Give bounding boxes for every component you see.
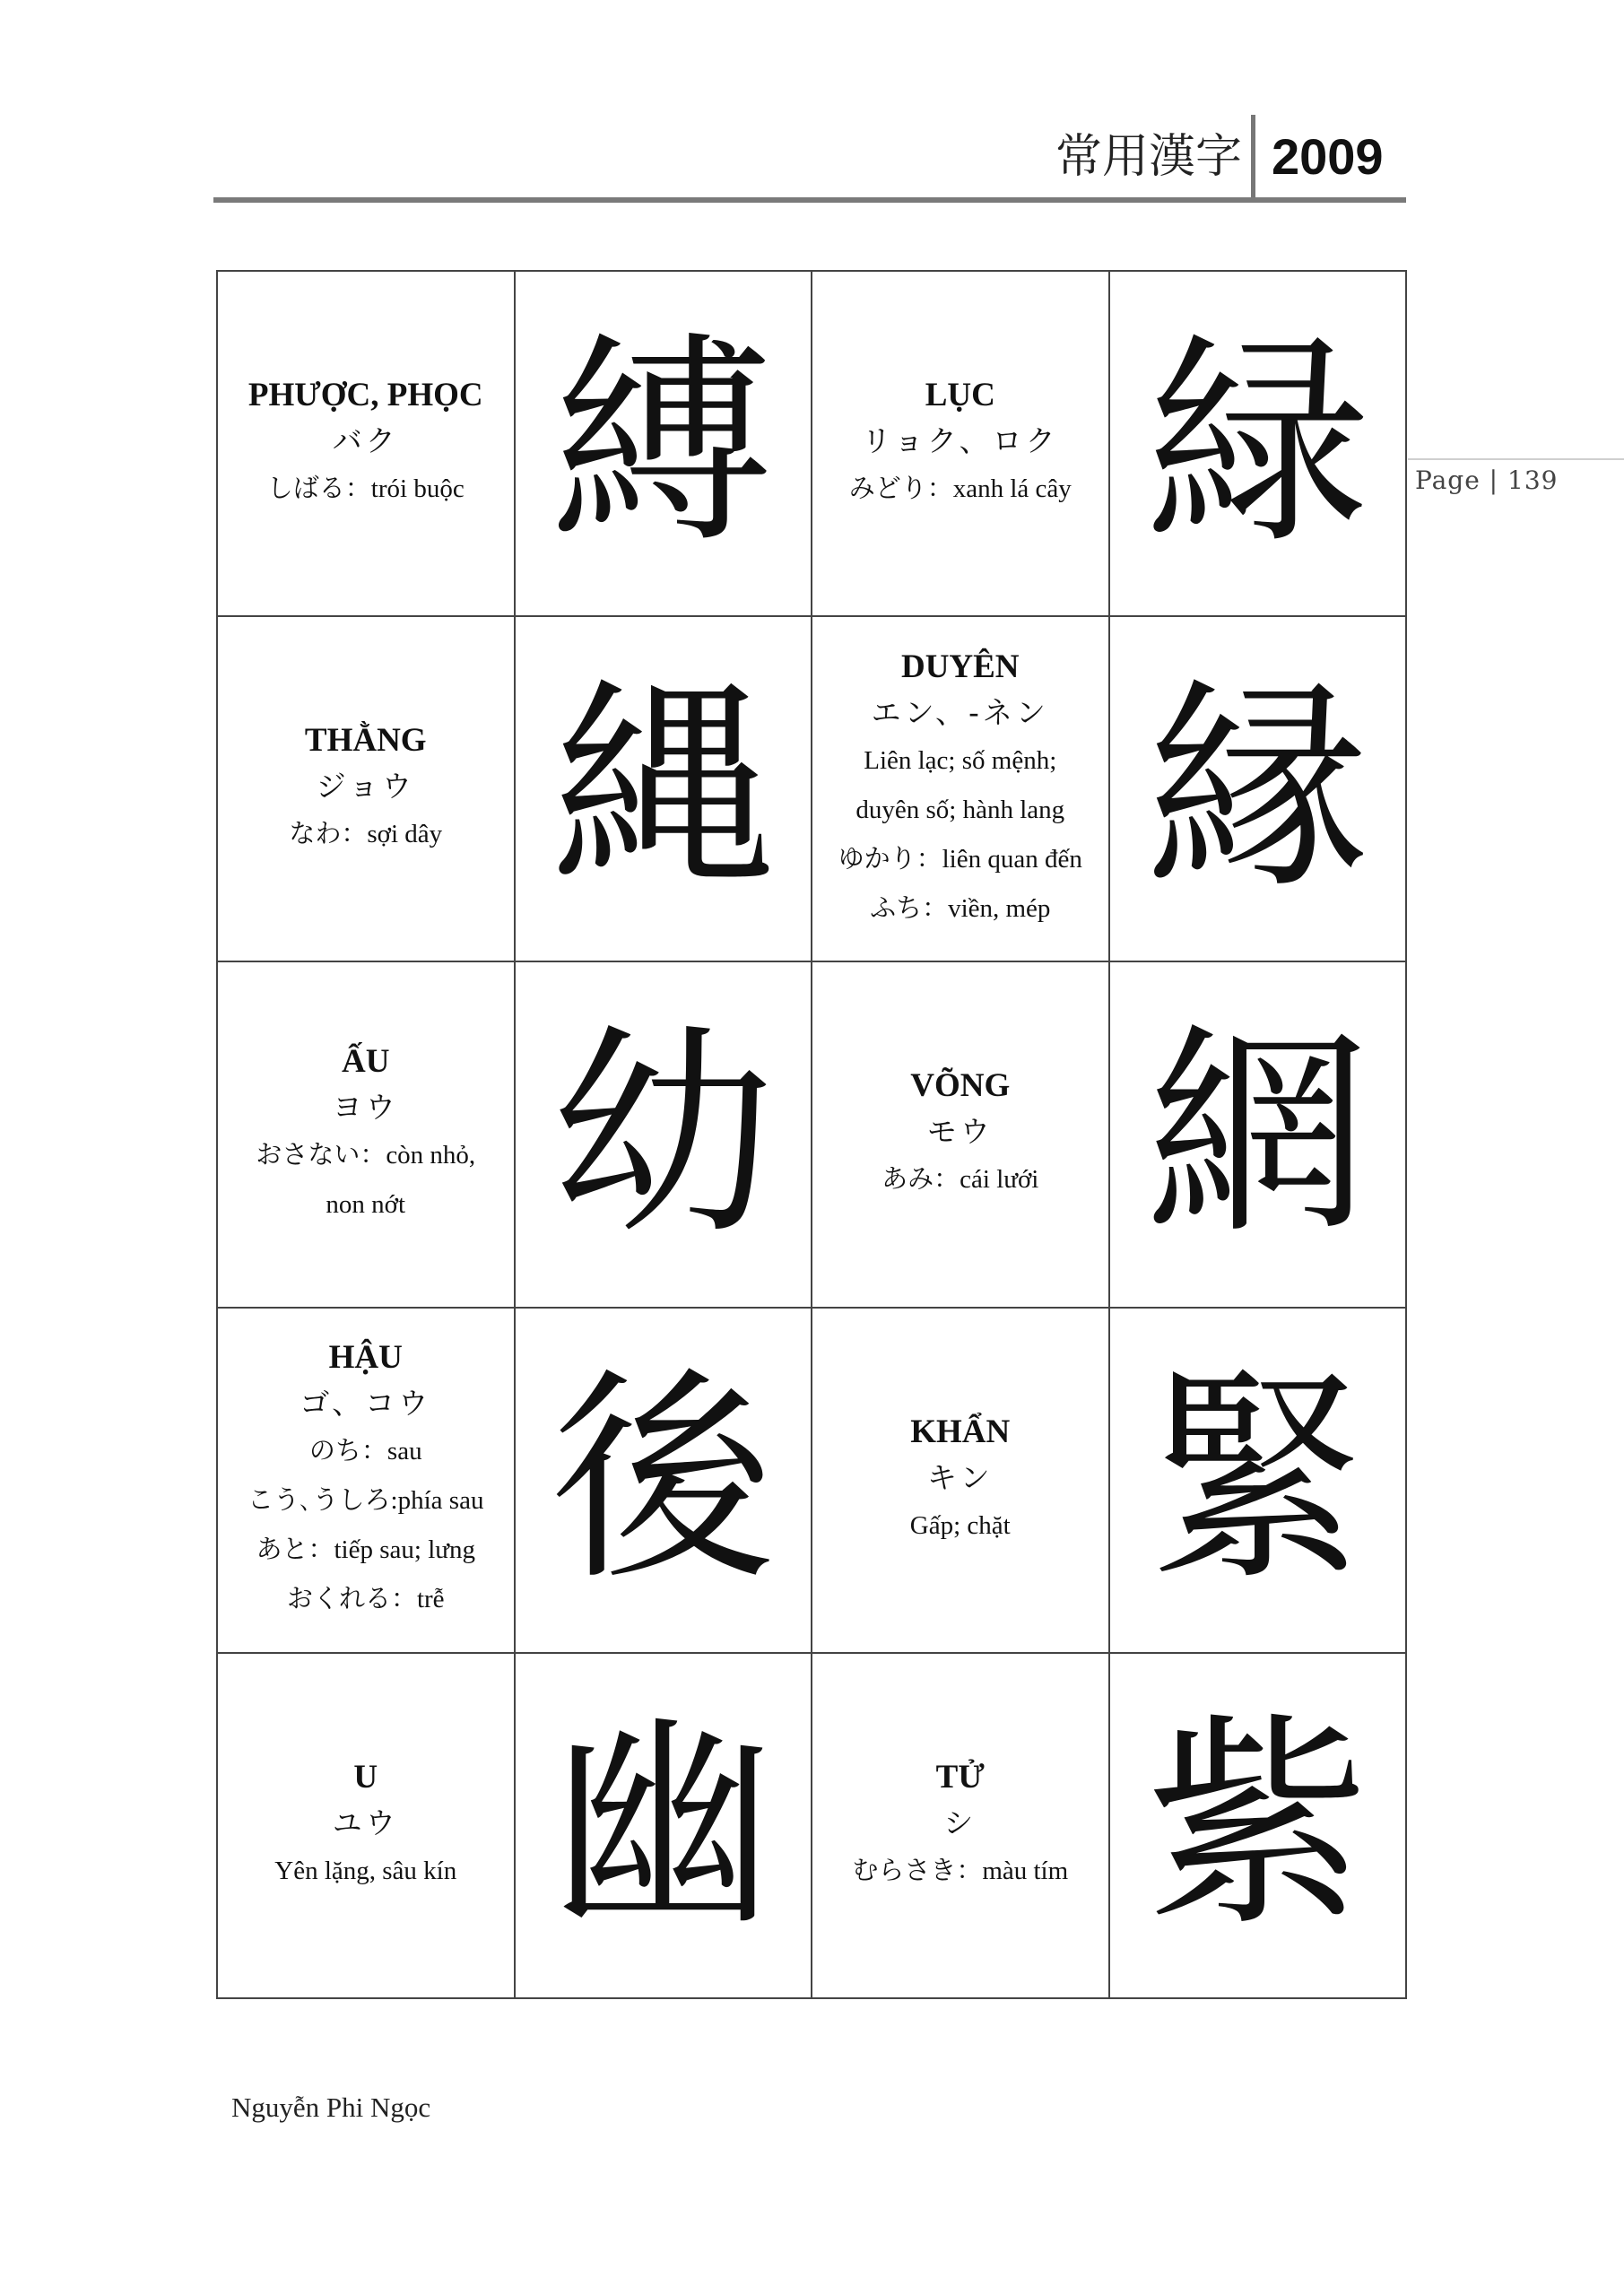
meaning-line: Liên lạc; số mệnh;: [864, 745, 1057, 775]
kanji-info-cell: [812, 617, 1110, 962]
on-reading: ゴ、コウ: [300, 1386, 432, 1422]
meaning-line: みどり：xanh lá cây: [848, 474, 1072, 504]
header-rule: [213, 197, 1406, 203]
meaning-line: ゆかり：liên quan đến: [838, 844, 1082, 874]
meaning-line: あと：tiếp sau; lưng: [256, 1535, 475, 1565]
kanji-info-cell: [812, 272, 1110, 617]
on-reading: モウ: [926, 1114, 994, 1150]
han-viet-reading: DUYÊN: [900, 648, 1020, 685]
header-divider: [1251, 115, 1255, 201]
kanji-character: 縛: [551, 312, 776, 574]
kanji-character: 後: [551, 1349, 776, 1611]
kanji-character: 縄: [551, 657, 776, 919]
meaning-line: のち：sau: [308, 1437, 422, 1466]
meaning-line: Gấp; chặt: [909, 1510, 1011, 1540]
kanji-info-cell: [218, 1654, 516, 1999]
han-viet-reading: HẬU: [328, 1339, 403, 1377]
han-viet-reading: TỬ: [935, 1758, 985, 1796]
kanji-character: 縁: [1145, 657, 1370, 919]
meaning-line: おくれる：trễ: [286, 1585, 445, 1614]
han-viet-reading: U: [353, 1758, 378, 1796]
kanji-character: 緊: [1145, 1349, 1370, 1611]
header-year: 2009: [1272, 128, 1384, 185]
kanji-info-cell: [812, 1309, 1110, 1654]
kanji-glyph-cell: [516, 1309, 813, 1654]
kanji-glyph-cell: [1110, 962, 1408, 1308]
kanji-glyph-cell: [516, 1654, 813, 1999]
kanji-glyph-cell: [1110, 1309, 1408, 1654]
han-viet-reading: LỤC: [925, 377, 995, 414]
on-reading: ユウ: [332, 1805, 399, 1840]
meaning-line: おさない：còn nhỏ,: [256, 1140, 476, 1170]
kanji-info-cell: [218, 1309, 516, 1654]
on-reading: ジョウ: [316, 769, 415, 804]
on-reading: バク: [332, 423, 399, 459]
meaning-line: duyên số; hành lang: [855, 795, 1065, 824]
kanji-glyph-cell: [516, 617, 813, 962]
han-viet-reading: PHƯỢC, PHỌC: [248, 377, 483, 414]
meaning-line: しばる：trói buộc: [266, 474, 465, 504]
kanji-info-cell: [218, 272, 516, 617]
kanji-character: 網: [1145, 1003, 1370, 1265]
meaning-line: こう､うしろ:phía sau: [248, 1486, 484, 1516]
meaning-line: ふち：viền, mép: [870, 893, 1051, 923]
page-number: Page | 139: [1415, 465, 1559, 495]
kanji-info-cell: [812, 962, 1110, 1308]
meaning-line: むらさき：màu tím: [852, 1856, 1069, 1885]
meaning-line: non nớt: [326, 1189, 406, 1219]
kanji-glyph-cell: [1110, 1654, 1408, 1999]
han-viet-reading: THẰNG: [304, 722, 427, 760]
on-reading: シ: [943, 1805, 977, 1840]
kanji-character: 幽: [551, 1694, 776, 1956]
on-reading: エン、-ネン: [871, 694, 1049, 730]
kanji-character: 幼: [551, 1003, 776, 1265]
kanji-info-cell: [218, 617, 516, 962]
han-viet-reading: KHẨN: [910, 1413, 1011, 1450]
meaning-line: あみ：cái lưới: [881, 1165, 1039, 1195]
on-reading: キン: [926, 1459, 994, 1495]
kanji-glyph-cell: [1110, 272, 1408, 617]
kanji-glyph-cell: [516, 272, 813, 617]
kanji-character: 紫: [1145, 1694, 1370, 1956]
kanji-info-cell: [812, 1654, 1110, 1999]
kanji-glyph-cell: [1110, 617, 1408, 962]
author-footer: Nguyễn Phi Ngọc: [231, 2092, 431, 2123]
kanji-character: 緑: [1145, 312, 1370, 574]
meaning-line: Yên lặng, sâu kín: [274, 1856, 457, 1885]
on-reading: ヨウ: [332, 1089, 399, 1125]
on-reading: リョク、ロク: [861, 423, 1059, 459]
kanji-glyph-cell: [516, 962, 813, 1308]
han-viet-reading: ẤU: [342, 1042, 390, 1080]
kanji-info-cell: [218, 962, 516, 1308]
header-title: 常用漢字: [1055, 130, 1242, 184]
kanji-table: [216, 270, 1407, 1999]
meaning-line: なわ：sợi dây: [289, 820, 443, 849]
han-viet-reading: VÕNG: [910, 1067, 1011, 1105]
